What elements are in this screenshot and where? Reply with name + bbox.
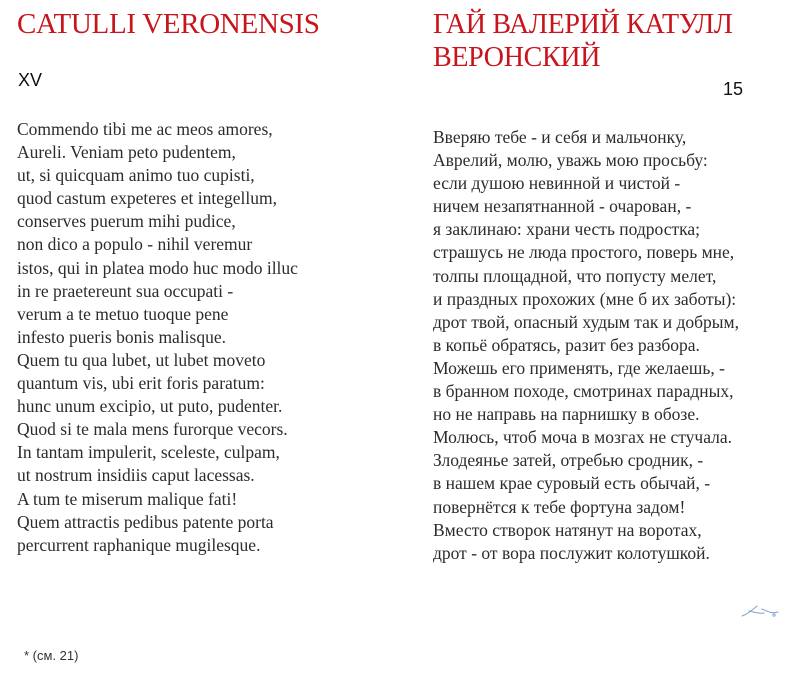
poem-line: infesto pueris bonis malisque. (17, 326, 227, 347)
poem-line: в копьё обратясь, разит без разбора. (433, 334, 700, 355)
poem-line: istos, qui in platea modo huc modo illuc (17, 257, 298, 278)
poem-line: percurrent raphanique mugilesque. (17, 534, 261, 555)
poem-line: дрот - от вора послужит колотушкой. (433, 542, 710, 563)
latin-poem (17, 118, 298, 557)
poem-line: conserves puerum mihi pudice, (17, 211, 236, 232)
russian-poem (433, 126, 739, 565)
poem-line: hunc unum excipio, ut puto, pudenter. (17, 396, 283, 417)
poem-line: я заклинаю: храни честь подростка; (433, 219, 701, 240)
signature-icon (740, 600, 784, 622)
poem-line: в бранном походе, смотринах парадных, (433, 381, 734, 402)
poem-line: Вверяю тебе - и себя и мальчонку, (433, 127, 687, 147)
poem-line: Молюсь, чтоб моча в мозгах не стучала. (433, 427, 732, 448)
poem-line: Аврелий, молю, уважь мою просьбу: (433, 150, 708, 171)
poem-line: Можешь его применять, где желаешь, - (433, 357, 725, 378)
poem-line: Quod si te mala mens furorque vecors. (17, 419, 288, 440)
poem-line: Aureli. Veniam peto pudentem, (17, 142, 236, 163)
poem-line: Злодеянье затей, отребью сродник, - (433, 450, 704, 471)
poem-line: Вместо створок натянут на воротах, (433, 519, 702, 540)
poem-line: толпы площадной, что попусту мелет, (433, 265, 717, 286)
russian-title: ГАЙ ВАЛЕРИЙ КАТУЛЛ ВЕРОНСКИЙ (433, 9, 733, 73)
poem-line: ut nostrum insidiis caput lacessas. (17, 465, 255, 486)
poem-line: verum a te metuo tuoque pene (17, 303, 229, 324)
poem-line: Quem tu qua lubet, ut lubet moveto (17, 349, 266, 370)
latin-poem-number: XV (18, 70, 43, 90)
poem-line: non dico a populo - nihil veremur (17, 234, 253, 255)
poem-line: ut, si quicquam animo tuo cupisti, (17, 165, 255, 186)
russian-poem-number: 15 (723, 79, 744, 99)
poem-line: quantum vis, ubi erit foris paratum: (17, 373, 265, 394)
footnote: * (см. 21) (24, 648, 79, 663)
poem-line: повернётся к тебе фортуна задом! (433, 496, 686, 517)
poem-line: в нашем крае суровый есть обычай, - (433, 473, 711, 494)
poem-line: in re praetereunt sua occupati - (17, 280, 234, 301)
poem-line: In tantam impulerit, sceleste, culpam, (17, 442, 280, 463)
poem-line: quod castum expeteres et integellum, (17, 188, 277, 209)
poem-line: страшусь не люда простого, поверь мне, (433, 242, 735, 263)
poem-line: Quem attractis pedibus patente porta (17, 511, 274, 532)
poem-line: и праздных прохожих (мне б их заботы): (433, 288, 737, 309)
poem-line: Commendo tibi me ac meos amores, (17, 119, 273, 139)
poem-line: если душою невинной и чистой - (433, 173, 681, 194)
poem-line: но не направь на парнишку в обозе. (433, 404, 700, 425)
poem-line: A tum te miserum malique fati! (17, 488, 238, 509)
poem-line: ничем незапятнанной - очарован, - (433, 196, 692, 217)
latin-title: CATULLI VERONENSIS (17, 8, 320, 40)
poem-line: дрот твой, опасный худым так и добрым, (433, 311, 739, 332)
